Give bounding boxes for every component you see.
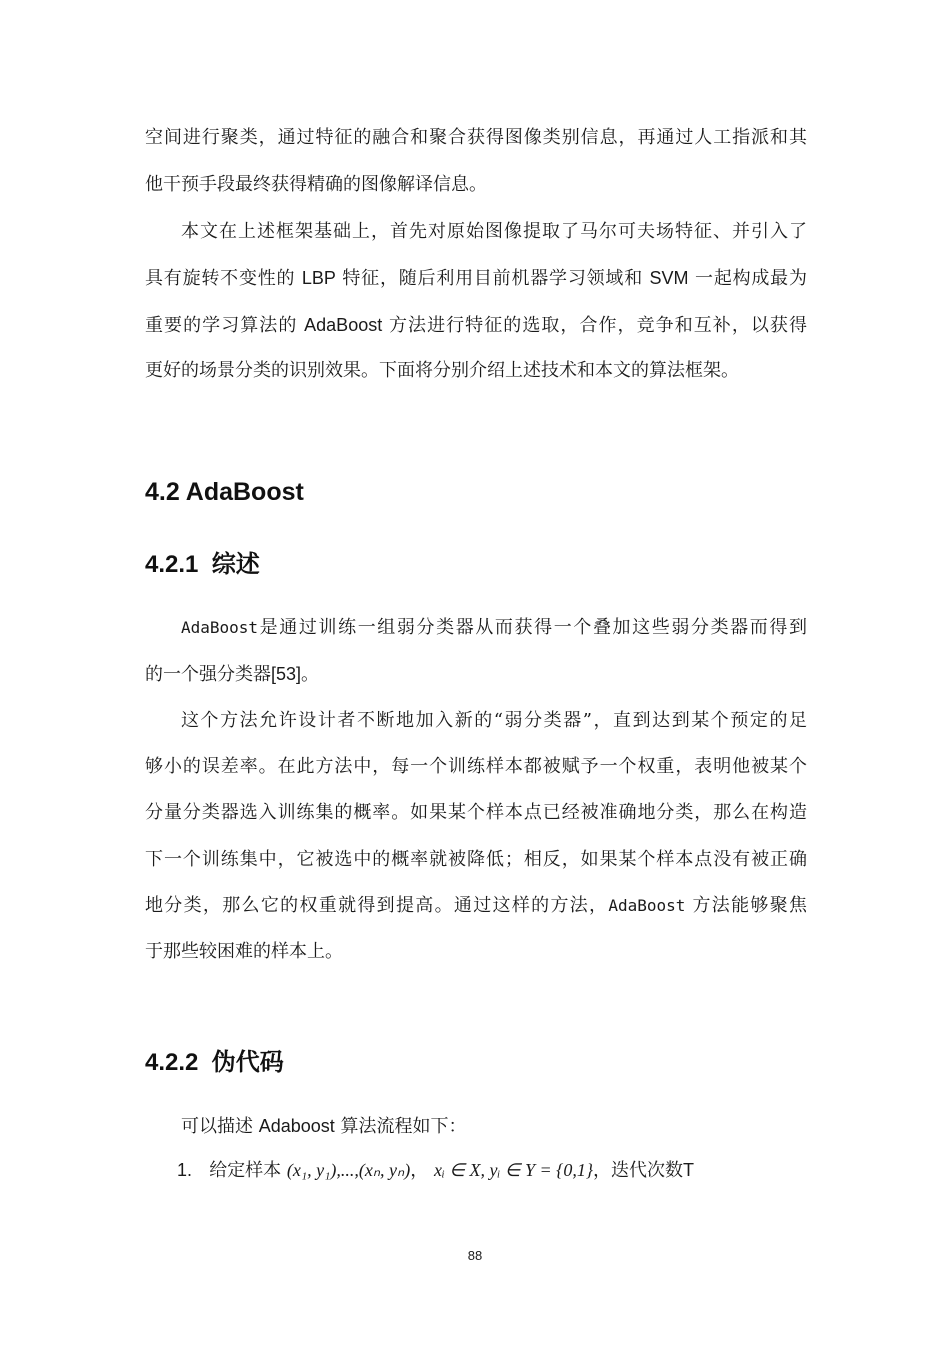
citation: [53] <box>271 664 302 684</box>
overview-p2-line4: 下一个训练集中，它被选中的概率就被降低；相反，如果某个样本点没有被正确 <box>145 849 807 870</box>
subsection-heading-pseudocode: 4.2.2 伪代码 <box>145 1048 284 1076</box>
subsection-heading-overview: 4.2.1 综述 <box>145 550 260 578</box>
intro-p1-line1: 空间进行聚类，通过特征的融合和聚合获得图像类别信息，再通过人工指派和其 <box>145 127 807 148</box>
intro-p2-line3: 重要的学习算法的 AdaBoost 方法进行特征的选取，合作，竞争和互补，以获得 <box>145 315 807 336</box>
overview-p1-line2: 的一个强分类器[53]。 <box>145 664 320 685</box>
step-number: 1. <box>177 1160 193 1180</box>
overview-p2-line5: 地分类，那么它的权重就得到提高。通过这样的方法，AdaBoost 方法能够聚焦 <box>145 895 807 916</box>
overview-p2-line3: 分量分类器选入训练集的概率。如果某个样本点已经被准确地分类，那么在构造 <box>145 802 807 823</box>
label-condition-formula: xᵢ ∈ X, yᵢ ∈ Y = {0,1} <box>433 1160 594 1180</box>
pseudocode-intro: 可以描述 Adaboost 算法流程如下： <box>181 1116 467 1137</box>
sample-set-formula: (x₁, y₁),...,(xₙ, yₙ) <box>286 1160 411 1180</box>
pseudocode-step-1: 1. 给定样本 (x₁, y₁),...,(xₙ, yₙ)， xᵢ ∈ X, yᵢ ∈ Y = {0,1}，迭代次数T <box>177 1160 695 1181</box>
section-heading: 4.2 AdaBoost <box>145 478 304 506</box>
overview-p2-line1: 这个方法允许设计者不断地加入新的“弱分类器”，直到达到某个预定的足 <box>181 710 807 731</box>
intro-p2-line2: 具有旋转不变性的 LBP 特征，随后利用目前机器学习领域和 SVM 一起构成最为 <box>145 268 807 289</box>
intro-p2-line1: 本文在上述框架基础上，首先对原始图像提取了马尔可夫场特征、并引入了 <box>181 221 807 242</box>
intro-p1-line2: 他干预手段最终获得精确的图像解译信息。 <box>145 174 487 195</box>
intro-p2-line4: 更好的场景分类的识别效果。下面将分别介绍上述技术和本文的算法框架。 <box>145 360 739 381</box>
overview-p2-line6: 于那些较困难的样本上。 <box>145 941 343 962</box>
page-number: 88 <box>467 1248 483 1263</box>
svm-term: SVM <box>649 268 689 288</box>
overview-p2-line2: 够小的误差率。在此方法中，每一个训练样本都被赋予一个权重，表明他被某个 <box>145 756 807 777</box>
adaboost-term: AdaBoost <box>304 315 383 335</box>
overview-p1-line1: AdaBoost是通过训练一组弱分类器从而获得一个叠加这些弱分类器而得到 <box>181 617 807 638</box>
lbp-term: LBP <box>301 268 336 288</box>
